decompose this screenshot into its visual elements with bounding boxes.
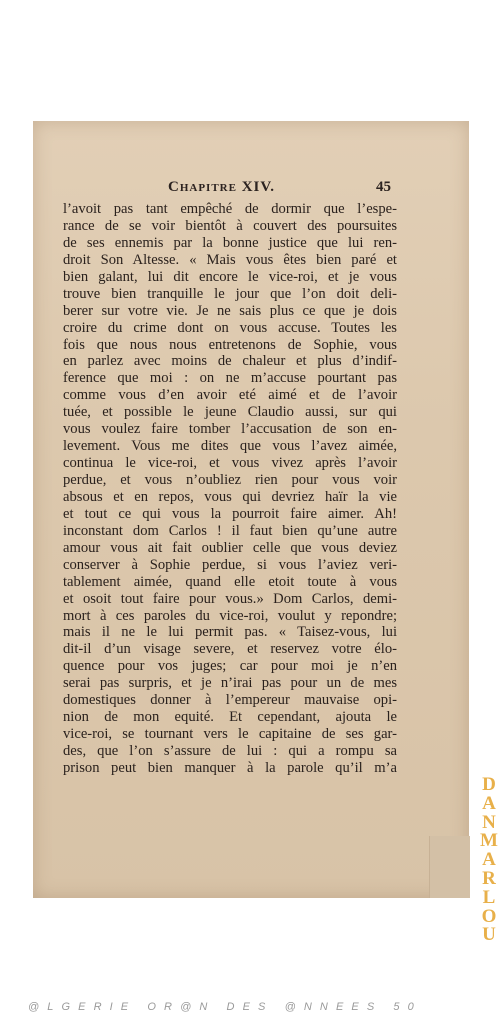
text-line: et tout ce qui vous la pourroit faire aimer. Ah! xyxy=(63,505,397,522)
watermark-letter: L xyxy=(482,886,496,908)
text-line: de ses ennemis par la bonne justice que lui ren- xyxy=(63,234,397,251)
text-line: continua le vice-roi, et vous vivez après l’avoir xyxy=(63,455,397,472)
watermark-letter: D xyxy=(482,774,496,795)
watermark-letter: A xyxy=(482,849,496,871)
text-line: dit-il d’un visage severe, et reservez votre élo- xyxy=(63,641,397,658)
running-head xyxy=(33,179,469,199)
text-line: nion de mon equité. Et cependant, ajouta le xyxy=(63,709,397,726)
text-line: inconstant dom Carlos ! il faut bien qu’une autre xyxy=(63,522,397,539)
text-line: bien galant, lui dit encore le vice-roi, et je vous xyxy=(63,268,397,285)
text-line: serai pas surpris, et je n’irai pas pour un de mes xyxy=(63,675,397,692)
watermark-letter: A xyxy=(482,792,496,814)
text-line: trouve bien tranquille le jour que l’on doit deli- xyxy=(63,285,397,302)
text-line: des, que l’on s’assure de lui : qui a rompu sa xyxy=(63,743,397,759)
text-line: absous et en repos, vous qui devriez haïr la vie xyxy=(63,488,397,505)
text-line: rance de se voir bientôt à couvert des poursuites xyxy=(63,217,397,234)
text-line: mort à ces paroles du vice-roi, voulut y repondre; xyxy=(63,607,397,624)
text-line: tuée, et possible le jeune Claudio aussi, sur qui xyxy=(63,404,397,421)
text-line: levement. Vous me dites que vous l’avez aimée, xyxy=(63,438,397,455)
watermark-letter: M xyxy=(480,830,498,852)
text-line: vous voulez faire tomber l’accusation de son en- xyxy=(63,421,397,438)
text-line: berer sur votre vie. Je ne sais plus ce que je dois xyxy=(63,302,397,319)
text-line: quence pour vos juges; car pour moi je n’en xyxy=(63,658,397,675)
text-line: perdue, et vous n’oubliez rien pour vous voir xyxy=(63,472,397,488)
watermark-letter: R xyxy=(482,867,496,889)
footer-watermark: @LGERIE OR@N DES @NNEES 50 xyxy=(28,1001,422,1013)
text-line: domestiques donner à l’empereur mauvaise opi- xyxy=(63,692,397,709)
watermark-letter: N xyxy=(482,811,496,833)
text-line: en parlez avec moins de chaleur et plus d’indif- xyxy=(63,353,397,370)
watermark-danmarlou xyxy=(480,776,498,945)
text-line: amour vous ait fait oublier celle que vous deviez xyxy=(63,539,397,556)
text-line: droit Son Altesse. « Mais vous êtes bien paré et xyxy=(63,251,397,268)
text-line: tablement aimée, quand elle etoit toute à vous xyxy=(63,573,397,590)
book-page xyxy=(33,121,469,898)
text-line: conserver à Sophie perdue, si vous l’aviez veri- xyxy=(63,556,397,573)
text-line: l’avoit pas tant empêché de dormir que l’espe- xyxy=(63,201,397,217)
text-line: comme vous d’en avoir eté aimé et de l’avoir xyxy=(63,387,397,404)
text-line: fois que nous nous entretenons de Sophie, vous xyxy=(63,336,397,353)
text-line: croire du crime dont on vous accuse. Toutes les xyxy=(63,319,397,336)
text-line: et osoit tout faire pour vous.» Dom Carlos, demi- xyxy=(63,590,397,607)
text-line: vice-roi, se tournant vers le capitaine de ses gar- xyxy=(63,726,397,743)
text-line: mais il ne le lui permit pas. « Taisez-vous, lui xyxy=(63,624,397,641)
text-line: ference que moi : on ne m’accuse pourtant pas xyxy=(63,370,397,387)
watermark-letter: U xyxy=(482,924,496,946)
watermark-letter: O xyxy=(481,905,497,927)
text-line: prison peut bien manquer à la parole qu’il m’a xyxy=(63,759,397,776)
body-text xyxy=(63,201,397,777)
chapter-title: Chapitre XIV. xyxy=(168,179,276,195)
page-number: 45 xyxy=(376,179,391,195)
